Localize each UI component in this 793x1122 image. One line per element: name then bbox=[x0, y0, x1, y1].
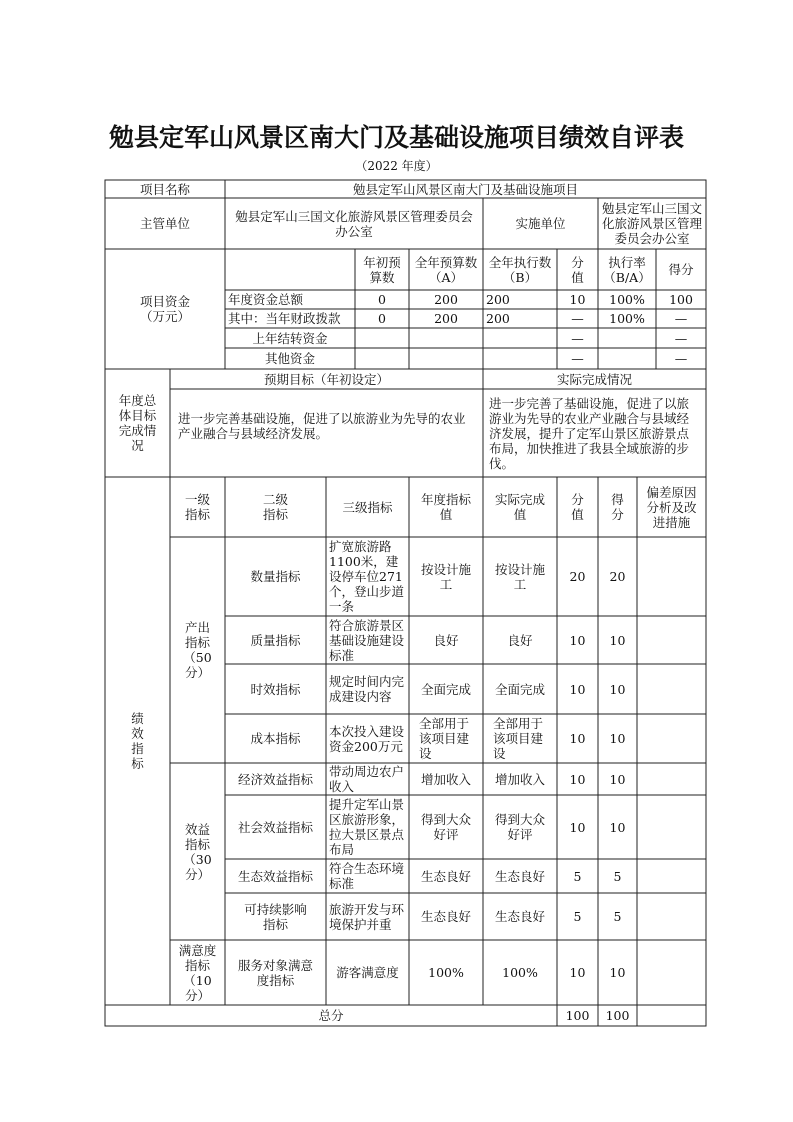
indicator-got: 10 bbox=[609, 771, 626, 787]
funds-header: 得分 bbox=[668, 262, 694, 277]
indicator-group-output: 产出指标（50分） bbox=[183, 620, 212, 680]
indicator-got: 10 bbox=[609, 632, 626, 648]
indicator-actual: 全部用于该项目建设 bbox=[493, 716, 544, 761]
indicator-l2: 服务对象满意度指标 bbox=[237, 957, 313, 988]
total-got: 100 bbox=[605, 1008, 630, 1023]
indicator-header: 实际完成值 bbox=[494, 492, 545, 522]
funds-cell: — bbox=[571, 351, 584, 366]
indicator-target: 生态良好 bbox=[420, 868, 471, 884]
funds-cell: — bbox=[571, 330, 584, 346]
project-name-value: 勉县定军山风景区南大门及基础设施项目 bbox=[352, 181, 578, 197]
indicator-header: 二级指标 bbox=[263, 492, 289, 522]
indicator-group-satisfaction: 满意度指标（10分） bbox=[178, 942, 217, 1003]
indicator-actual: 生态良好 bbox=[494, 909, 545, 924]
indicator-header: 得分 bbox=[611, 492, 624, 522]
indicator-got: 10 bbox=[609, 681, 626, 697]
funds-row-name: 上年结转资金 bbox=[252, 330, 328, 346]
indicator-score: 10 bbox=[569, 681, 586, 697]
indicator-score: 5 bbox=[573, 909, 582, 924]
indicator-score: 10 bbox=[569, 731, 586, 746]
indicator-l3: 规定时间内完成建设内容 bbox=[329, 674, 405, 704]
indicator-target: 生态良好 bbox=[420, 909, 471, 924]
funds-cell: — bbox=[674, 311, 688, 326]
funds-row-name: 年度资金总额 bbox=[228, 292, 304, 307]
goals-expected-text: 进一步完善基础设施，促进了以旅游业为先导的农业产业融合与县域经济发展。 bbox=[178, 411, 466, 441]
indicator-l2: 成本指标 bbox=[250, 731, 301, 746]
indicator-score: 10 bbox=[569, 771, 586, 787]
indicator-l3: 本次投入建设资金200万元 bbox=[329, 723, 405, 754]
project-name-label: 项目名称 bbox=[139, 181, 190, 197]
funds-row-name: 其中：当年财政拨款 bbox=[228, 311, 341, 326]
indicator-l2: 数量指标 bbox=[250, 569, 301, 584]
indicator-target: 全部用于该项目建设 bbox=[419, 716, 470, 761]
indicator-got: 5 bbox=[613, 909, 622, 924]
indicator-l2: 时效指标 bbox=[250, 681, 301, 697]
funds-header: 全年执行数（B） bbox=[488, 254, 552, 285]
indicator-actual: 良好 bbox=[507, 632, 533, 648]
indicator-header: 一级指标 bbox=[184, 492, 210, 522]
impl-value: 勉县定军山三国文化旅游风景区管理委员会办公室 bbox=[601, 201, 702, 246]
indicator-l3: 扩宽旅游路1100米，建设停车位271个，登山步道一条 bbox=[329, 539, 405, 614]
dept-value: 勉县定军山三国文化旅游风景区管理委员会办公室 bbox=[235, 208, 473, 239]
indicator-l3: 符合旅游景区基础设施建设标准 bbox=[329, 617, 405, 663]
indicator-l2: 质量指标 bbox=[250, 632, 301, 648]
indicator-header: 偏差原因分析及改进措施 bbox=[646, 484, 697, 530]
funds-cell: 100% bbox=[609, 292, 645, 307]
funds-cell: — bbox=[674, 351, 688, 366]
indicator-target: 增加收入 bbox=[420, 771, 471, 787]
indicator-actual: 生态良好 bbox=[494, 868, 545, 884]
funds-cell: 0 bbox=[378, 311, 386, 326]
goals-actual-text: 进一步完善了基础设施，促进了以旅游业为先导的农业产业融合与县域经济发展，提升了定军山景区旅游景点布局，加快推进了我县全域旅游的步伐。 bbox=[489, 395, 690, 471]
indicator-l2: 可持续影响指标 bbox=[244, 901, 307, 932]
dept-label: 主管单位 bbox=[139, 216, 190, 231]
indicators-label: 绩 效 指 标 bbox=[131, 711, 144, 771]
goals-expected-header: 预期目标（年初设定） bbox=[263, 371, 389, 387]
indicator-got: 5 bbox=[613, 868, 622, 884]
page-title: 勉县定军山风景区南大门及基础设施项目绩效自评表 bbox=[108, 123, 684, 152]
indicator-actual: 增加收入 bbox=[494, 771, 545, 787]
funds-cell: — bbox=[674, 330, 688, 346]
indicator-actual: 按设计施工 bbox=[494, 561, 545, 592]
goals-actual-header: 实际完成情况 bbox=[556, 371, 632, 387]
funds-row-name: 其他资金 bbox=[264, 351, 315, 366]
indicator-score: 20 bbox=[569, 569, 586, 584]
funds-cell: 0 bbox=[378, 292, 386, 307]
funds-header: 全年预算数（A） bbox=[414, 254, 478, 285]
indicator-score: 5 bbox=[573, 868, 582, 884]
funds-header: 年初预算数 bbox=[363, 254, 401, 285]
total-label: 总分 bbox=[318, 1008, 344, 1023]
indicator-got: 10 bbox=[609, 731, 626, 746]
page-subtitle: （2022 年度） bbox=[355, 159, 438, 173]
indicator-l2: 生态效益指标 bbox=[237, 868, 313, 884]
indicator-score: 10 bbox=[569, 965, 586, 980]
indicator-actual: 100% bbox=[502, 965, 538, 980]
indicator-l3: 提升定军山景区旅游形象，拉大景区景点布局 bbox=[329, 797, 405, 857]
funds-cell: 200 bbox=[434, 292, 458, 307]
funds-cell: 10 bbox=[569, 292, 586, 307]
indicator-target: 良好 bbox=[433, 632, 459, 648]
indicator-header: 年度指标值 bbox=[420, 492, 471, 522]
indicator-score: 10 bbox=[569, 632, 586, 648]
indicator-header: 三级指标 bbox=[342, 499, 393, 515]
funds-cell: 200 bbox=[486, 311, 510, 326]
indicator-l3: 旅游开发与环境保护并重 bbox=[329, 901, 405, 932]
indicator-header: 分值 bbox=[571, 492, 584, 522]
funds-cell: 200 bbox=[434, 311, 458, 326]
funds-cell: — bbox=[571, 311, 584, 326]
indicator-got: 10 bbox=[609, 819, 626, 835]
goals-label: 年度总体目标完成情况 bbox=[118, 393, 157, 453]
funds-header: 分值 bbox=[571, 254, 584, 285]
funds-label: 项目资金 （万元） bbox=[139, 294, 190, 324]
funds-cell: 100 bbox=[669, 292, 693, 307]
funds-cell: 200 bbox=[486, 292, 510, 307]
indicator-got: 20 bbox=[609, 569, 626, 584]
funds-cell: 100% bbox=[609, 311, 645, 326]
indicator-l2: 社会效益指标 bbox=[237, 819, 313, 835]
indicator-target: 得到大众好评 bbox=[420, 812, 471, 842]
funds-header: 执行率（B/A） bbox=[603, 254, 651, 285]
indicator-l3: 带动周边农户收入 bbox=[329, 764, 405, 794]
indicator-l3: 游客满意度 bbox=[336, 965, 399, 980]
indicator-group-benefit: 效益指标（30分） bbox=[183, 821, 212, 882]
indicator-target: 100% bbox=[428, 965, 464, 980]
indicator-actual: 全面完成 bbox=[494, 681, 545, 697]
indicator-target: 按设计施工 bbox=[420, 561, 471, 592]
total-score: 100 bbox=[565, 1008, 590, 1023]
indicator-got: 10 bbox=[609, 965, 626, 980]
indicator-l2: 经济效益指标 bbox=[237, 771, 313, 787]
impl-label: 实施单位 bbox=[515, 216, 566, 231]
indicator-score: 10 bbox=[569, 819, 586, 835]
indicator-l3: 符合生态环境标准 bbox=[329, 861, 405, 891]
indicator-actual: 得到大众好评 bbox=[494, 812, 545, 842]
indicator-target: 全面完成 bbox=[420, 681, 471, 697]
